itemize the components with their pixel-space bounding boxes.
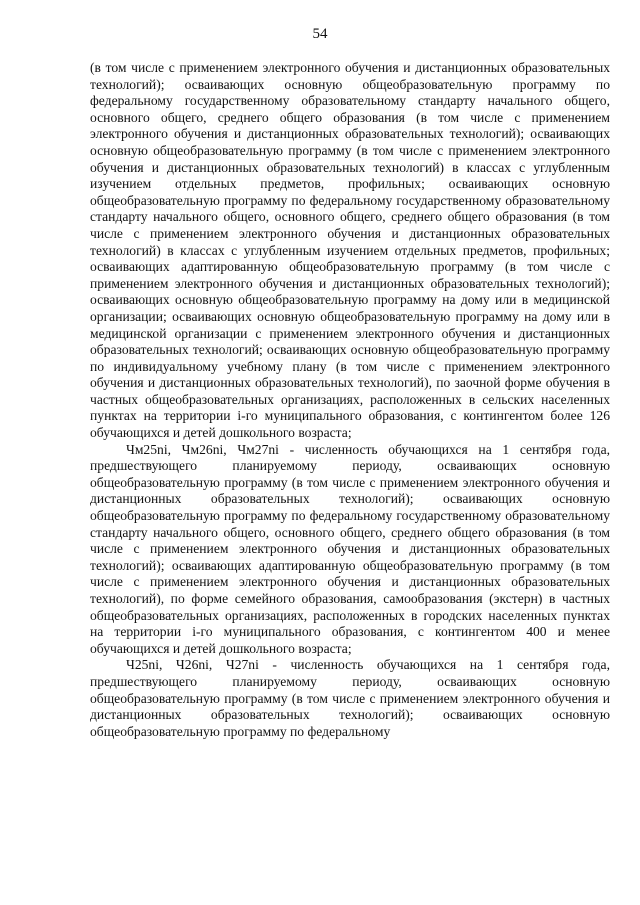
paragraph-chm-definition: Чм25ni, Чм26ni, Чм27ni - численность обучающихся на 1 сентября года, предшествующего планируемому периоду, осваивающих основную общеобразовательную программу (в том числе с применением электронного обучения и дистанционных образовательных технологий); осваивающих основную общеобразовательную программу по федеральному государственному образовательному стандарту начального общего, основного общего, среднего общего образования (в том числе с применением электронного обучения и дистанционных образовательных технологий); осваивающих адаптированную общеобразовательную программу (в том числе с применением электронного обучения и дистанционных образовательных технологий), по форме семейного образования, самообразования (экстерн) в частных общеобразовательных организациях, расположенных в городских населенных пунктах на территории i-го муниципального образования, с контингентом 400 и менее обучающихся и детей дошкольного возраста;: [90, 441, 610, 656]
paragraph-ch-definition: Ч25ni, Ч26ni, Ч27ni - численность обучающихся на 1 сентября года, предшествующего планируемому периоду, осваивающих основную общеобразовательную программу (в том числе с применением электронного обучения и дистанционных образовательных технологий); осваивающих основную общеобразовательную программу по федеральному: [90, 657, 610, 739]
document-body: [90, 60, 610, 740]
paragraph-continuation: (в том числе с применением электронного обучения и дистанционных образовательных технологий); осваивающих основную общеобразовательную программу по федеральному государственному образовательному стандарту начального общего, основного общего, среднего общего образования (в том числе с применением электронного обучения и дистанционных образовательных технологий); осваивающих основную общеобразовательную программу (в том числе с применением электронного обучения и дистанционных образовательных технологий) в классах с углубленным изучением отдельных предметов, профильных; осваивающих основную общеобразовательную программу по федеральному государственному образовательному стандарту начального общего, основного общего, среднего общего образования (в том числе с применением электронного обучения и дистанционных образовательных технологий) в классах с углубленным изучением отдельных предметов, профильных; осваивающих адаптированную общеобразовательную программу (в том числе с применением электронного обучения и дистанционных образовательных технологий); осваивающих основную общеобразовательную программу на дому или в медицинской организации; осваивающих основную общеобразовательную программу на дому или в медицинской организации с применением электронного обучения и дистанционных образовательных технологий; осваивающих основную общеобразовательную программу по индивидуальному учебному плану (в том числе с применением электронного обучения и дистанционных образовательных технологий), по заочной форме обучения в частных общеобразовательных организациях, расположенных в сельских населенных пунктах на территории i-го муниципального образования, с контингентом более 126 обучающихся и детей дошкольного возраста;: [90, 60, 610, 441]
page-number: 54: [312, 26, 328, 42]
